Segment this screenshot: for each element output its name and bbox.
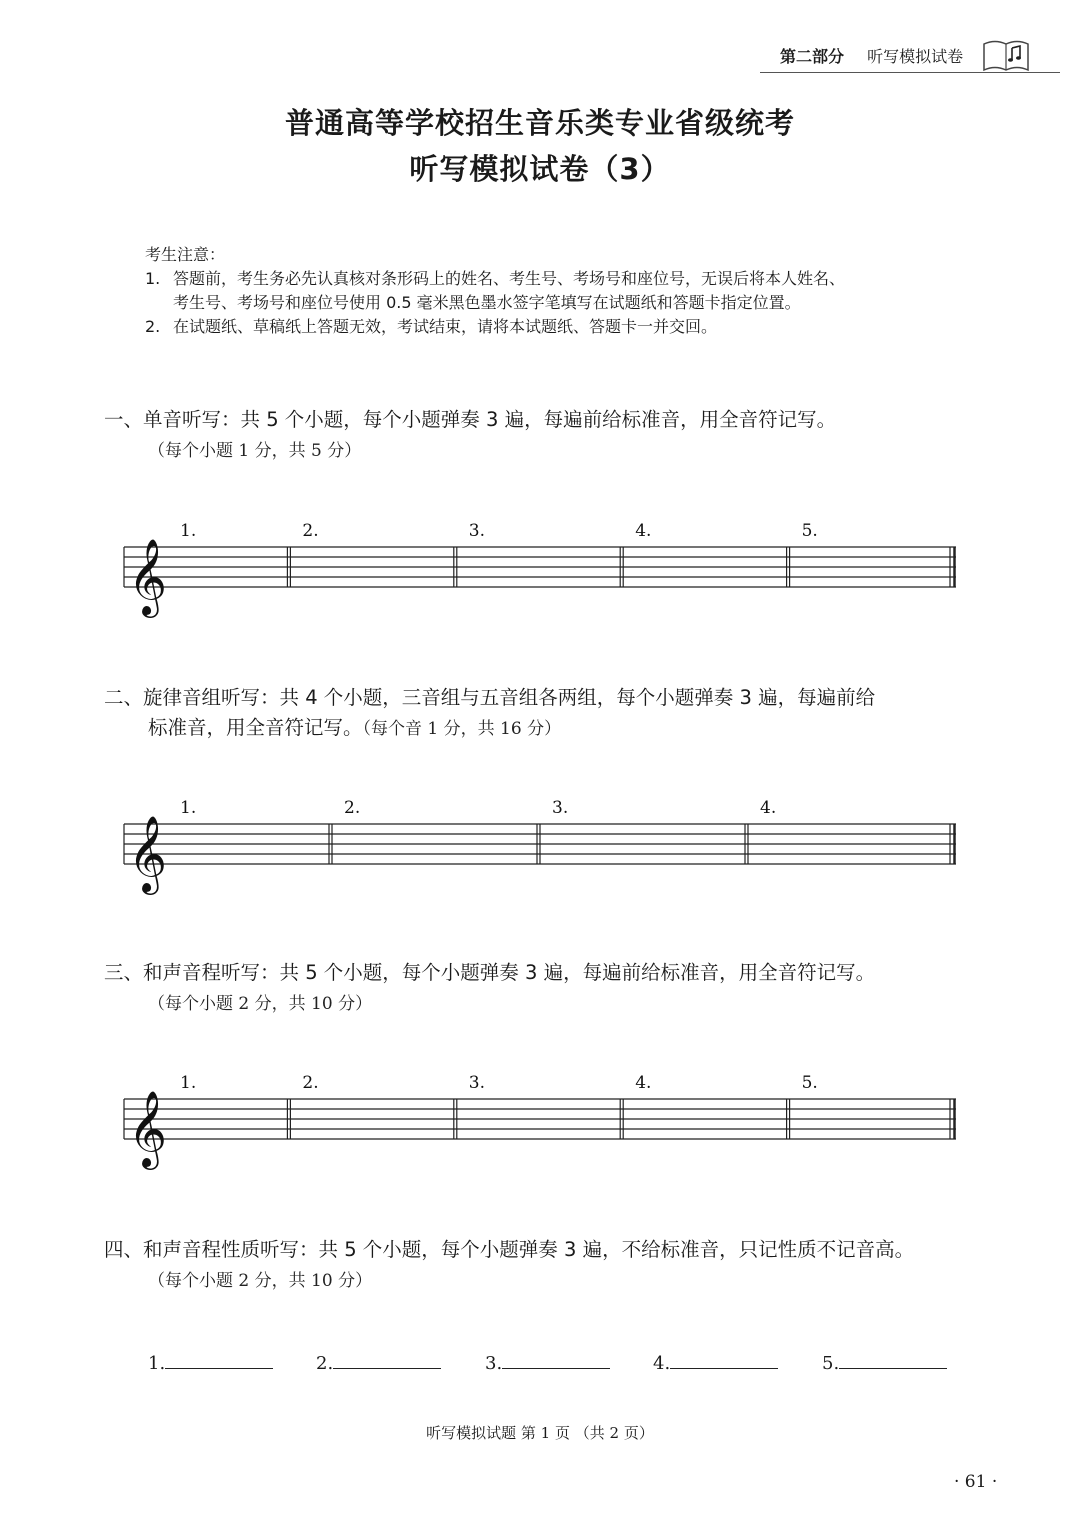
answer-blank[interactable]: 2. <box>316 1348 441 1374</box>
measure-number: 1. <box>180 521 197 541</box>
measure-number: 3. <box>468 1073 486 1093</box>
measure-number: 3. <box>552 798 569 818</box>
measure-number: 5. <box>801 521 818 541</box>
section-3-text: 三、和声音程听写：共 5 个小题，每个小题弹奏 3 遍，每遍前给标准音，用全音符记写。 <box>104 961 876 984</box>
notice-item <box>145 267 1005 315</box>
treble-clef-icon: 𝄞 <box>128 815 168 892</box>
measure-number: 2. <box>302 1073 319 1093</box>
candidate-notice <box>145 243 1005 339</box>
measure-number: 1. <box>180 1073 197 1093</box>
measure-number: 4. <box>635 521 652 541</box>
measure-number: 5. <box>801 1073 818 1093</box>
answer-blanks <box>148 1348 968 1378</box>
exam-subtitle: 听写模拟试卷（3） <box>409 152 671 186</box>
notice-item <box>145 315 1005 339</box>
answer-blank[interactable]: 4. <box>653 1348 778 1374</box>
section-2-instructions <box>104 683 875 744</box>
measure-number: 2. <box>344 798 361 818</box>
measure-number: 1. <box>180 798 197 818</box>
page-footer: 听写模拟试题 第 1 页 （共 2 页） <box>426 1424 654 1442</box>
section-1-staff[interactable] <box>120 510 960 640</box>
measure-number: 2. <box>302 521 319 541</box>
section-2-text: 二、旋律音组听写：共 4 个小题，三音组与五音组各两组，每个小题弹奏 3 遍，每遍前给 <box>104 686 876 709</box>
running-header <box>780 44 963 67</box>
staff-lines <box>124 1099 956 1139</box>
measure-number: 3. <box>468 521 486 541</box>
section-3-instructions <box>104 958 875 1019</box>
header-part: 第二部分 <box>780 47 845 66</box>
section-1-score: （每个小题 1 分，共 5 分） <box>148 441 362 461</box>
treble-clef-icon: 𝄞 <box>128 538 168 615</box>
section-4-text: 四、和声音程性质听写：共 5 个小题，每个小题弹奏 3 遍，不给标准音，只记性质不记音高。 <box>104 1238 915 1261</box>
measure-number: 4. <box>635 1073 652 1093</box>
answer-blank[interactable]: 3. <box>485 1348 610 1374</box>
section-2-text-cont: 标准音，用全音符记写。 <box>148 716 363 739</box>
header-title: 听写模拟试卷 <box>867 47 964 66</box>
section-2-score: （每个音 1 分，共 16 分） <box>362 719 562 739</box>
notice-item-text: 考生号、考场号和座位号使用 0.5 毫米黑色墨水签字笔填写在试题纸和答题卡指定位置。 <box>173 293 801 312</box>
section-3-score: （每个小题 2 分，共 10 分） <box>148 994 373 1014</box>
notice-item-number: 2. <box>145 317 161 336</box>
notice-item-number: 1. <box>145 269 161 288</box>
section-2-staff[interactable] <box>120 787 960 917</box>
measure-number: 4. <box>760 798 777 818</box>
notice-heading: 考生注意： <box>145 245 226 264</box>
music-book-icon <box>982 38 1030 72</box>
section-4-instructions <box>104 1235 914 1296</box>
answer-blank[interactable]: 1. <box>148 1348 273 1374</box>
notice-item-text: 在试题纸、草稿纸上答题无效，考试结束，请将本试题纸、答题卡一并交回。 <box>173 317 718 336</box>
header-rule <box>760 72 1060 73</box>
treble-clef-icon: 𝄞 <box>128 1090 168 1167</box>
notice-item-text: 答题前，考生务必先认真核对条形码上的姓名、考生号、考场号和座位号，无误后将本人姓名、 <box>173 269 846 288</box>
page-number: · 61 · <box>954 1472 998 1492</box>
section-1-text: 一、单音听写：共 5 个小题，每个小题弹奏 3 遍，每遍前给标准音，用全音符记写。 <box>104 408 837 431</box>
section-3-staff[interactable] <box>120 1062 960 1192</box>
answer-blank[interactable]: 5. <box>822 1348 947 1374</box>
section-1-instructions <box>104 405 836 466</box>
exam-title: 普通高等学校招生音乐类专业省级统考 <box>284 106 795 140</box>
staff-lines <box>124 547 956 587</box>
section-4-score: （每个小题 2 分，共 10 分） <box>148 1271 373 1291</box>
